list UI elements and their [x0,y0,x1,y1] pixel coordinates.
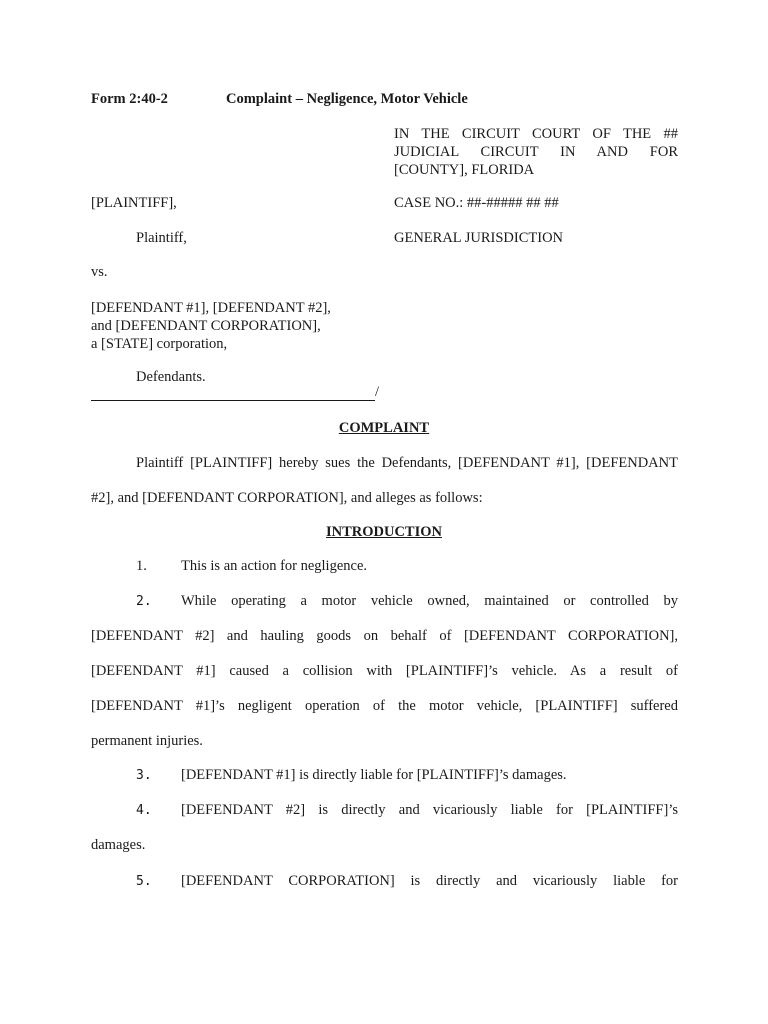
introduction-heading: INTRODUCTION [325,524,442,540]
court-line: IN THE CIRCUIT COURT OF THE ## [394,126,678,142]
court-line: JUDICIAL CIRCUIT IN AND FOR [394,144,678,160]
court-caption [394,125,678,179]
paragraph-line: [DEFENDANT #1] caused a collision with [PLAINTIFF]’s vehicle. As a result of [91,663,678,679]
complaint-intro-paragraph [91,446,678,516]
rule-slash: / [375,384,380,400]
paragraph-line [91,549,678,584]
complaint-heading: COMPLAINT [338,420,430,436]
paragraph-text: [DEFENDANT #1] is directly liable for [PLAINTIFF]’s damages. [181,767,567,783]
plaintiff-role: Plaintiff, [136,230,187,246]
paragraph-number: 5. [136,874,152,889]
numbered-paragraph-4 [91,793,678,863]
case-number: CASE NO.: ##-##### ## ## [394,195,559,211]
paragraph-number: 1. [136,558,147,574]
paragraph-text: [DEFENDANT #2] is directly and vicariously liable for [PLAINTIFF]’s [181,802,678,818]
paragraph-text: [DEFENDANT CORPORATION] is directly and vicariously liable for [181,873,678,889]
paragraph-line: permanent injuries. [91,733,203,749]
form-title: Complaint – Negligence, Motor Vehicle [226,91,468,107]
plaintiff-name: [PLAINTIFF], [91,195,177,211]
paragraph-number: 3. [136,768,152,783]
paragraph-text: This is an action for negligence. [181,558,368,574]
paragraph-line [91,584,678,619]
defendant-line: and [DEFENDANT CORPORATION], [91,318,321,334]
paragraph-line: Plaintiff [PLAINTIFF] hereby sues the Defendants, [DEFENDANT #1], [DEFENDANT [136,455,678,471]
paragraph-line [91,793,678,828]
jurisdiction: GENERAL JURISDICTION [394,230,564,246]
paragraph-line [91,864,678,899]
versus-label: vs. [91,264,108,280]
paragraph-line: damages. [91,837,146,853]
court-line: [COUNTY], FLORIDA [394,162,535,178]
defendants-role: Defendants. [136,369,206,385]
caption-rule [91,384,379,401]
numbered-paragraph-2 [91,584,678,759]
rule-line [91,387,375,401]
defendants-block [91,299,331,353]
numbered-paragraph-5 [91,864,678,899]
paragraph-text: While operating a motor vehicle owned, maintained or controlled by [181,593,678,609]
paragraph-line: [DEFENDANT #1]’s negligent operation of the motor vehicle, [PLAINTIFF] suffered [91,698,678,714]
numbered-paragraph-1 [91,549,678,584]
paragraph-line: #2], and [DEFENDANT CORPORATION], and alleges as follows: [91,490,483,506]
defendant-line: [DEFENDANT #1], [DEFENDANT #2], [91,300,331,316]
defendant-line: a [STATE] corporation, [91,336,228,352]
paragraph-number: 4. [136,803,152,818]
numbered-paragraph-3 [91,758,678,793]
paragraph-line: [DEFENDANT #2] and hauling goods on behalf of [DEFENDANT CORPORATION], [91,628,678,644]
form-number: Form 2:40-2 [91,91,168,107]
paragraph-line [91,758,678,793]
paragraph-number: 2. [136,594,152,609]
